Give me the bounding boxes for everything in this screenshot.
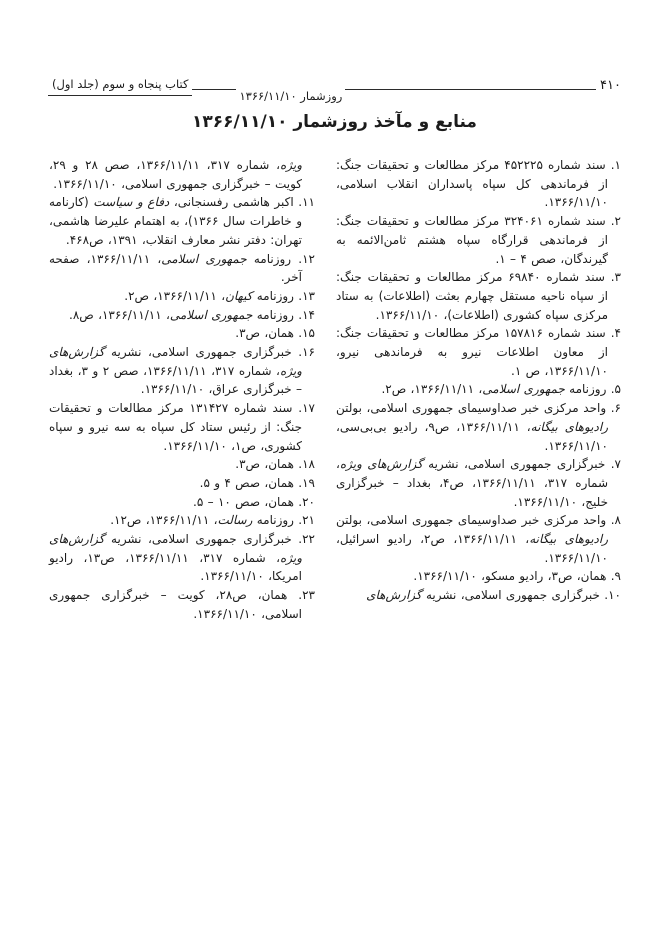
reference-text: همان، ص۳. (235, 326, 294, 341)
publication-name: ویژه (279, 158, 302, 172)
header-rule-right (345, 89, 596, 90)
reference-item (49, 343, 315, 399)
reference-item (336, 156, 621, 212)
reference-number: ۱۵. (293, 326, 315, 341)
reference-text: روزنامه (252, 288, 294, 303)
references-column-left (49, 156, 315, 624)
reference-number: ۲. (605, 214, 621, 229)
book-title: کتاب پنجاه و سوم (جلد اول) (48, 77, 192, 96)
reference-item (49, 474, 315, 493)
publication-name: رادیوهای بیگانه (530, 419, 608, 434)
reference-number: ۲۲. (291, 532, 315, 547)
publication-name: رادیوهای بیگانه (529, 532, 609, 547)
reference-text: همان، ص۲۸، کویت – خبرگزاری جمهوری اسلامی، ۱۳۶۶/۱۱/۱۰. (49, 588, 302, 621)
publication-name: گزارش‌های ویژه (339, 457, 423, 472)
reference-item (336, 586, 621, 605)
reference-text: همان، صص ۱۰ – ۵. (193, 494, 294, 509)
reference-text: سند شماره ۳۲۴۰۶۱ مرکز مطالعات و تحقیقات جنگ: از فرماندهی قرارگاه سپاه هشتم ثامن‌الائمه به گیرندگان، صص ۴ – ۱. (336, 214, 608, 266)
reference-text: ، ۱۳۶۶/۱۱/۱۱، ص۹، رادیو بی‌بی‌سی، ۱۳۶۶/۱۱/۱۰. (336, 419, 608, 453)
reference-item (49, 324, 315, 343)
references-column-right (336, 156, 621, 605)
reference-number: ۱۰. (599, 588, 621, 603)
reference-text: ، ۱۳۶۶/۱۱/۱۱، ص۲. (124, 288, 226, 303)
reference-text: روزنامه (252, 513, 294, 528)
reference-item (49, 306, 315, 325)
reference-item (49, 455, 315, 474)
reference-text: خبرگزاری جمهوری اسلامی، نشریه (421, 588, 600, 603)
reference-text: سند شماره ۱۵۷۸۱۶ مرکز مطالعات و تحقیقات جنگ: از معاون اطلاعات نیرو به فرماندهی نیرو، ۱۳۶۶/۱۱/۱۰، ص ۱. (336, 326, 608, 378)
publication-name: جمهوری اسلامی (169, 307, 253, 322)
page-header (48, 70, 621, 103)
reference-item (336, 268, 621, 324)
reference-text: ، شماره ۳۱۷، ۱۳۶۶/۱۱/۱۱، صص ۲۸ و ۲۹، کویت – خبرگزاری جمهوری اسلامی، ۱۳۶۶/۱۱/۱۰. (49, 158, 302, 191)
reference-number: ۲۳. (287, 588, 315, 603)
page-number: ۴۱۰ (600, 78, 621, 93)
reference-number: ۱۹. (293, 475, 315, 490)
reference-number: ۳. (604, 270, 621, 285)
reference-text: واحد مرکزی خبر صداوسیمای جمهوری اسلامی، بولتن (336, 513, 607, 528)
reference-item-continuation (49, 156, 315, 193)
reference-number: ۸. (606, 513, 621, 528)
reference-item (49, 287, 315, 306)
section-title: منابع و مآخذ روزشمار ۱۳۶۶/۱۱/۱۰ (192, 112, 477, 132)
reference-number: ۱۷. (292, 401, 315, 416)
reference-item (336, 212, 621, 268)
publication-name: گزارش‌های ویژه (49, 532, 303, 565)
reference-text: سند شماره ۴۵۲۲۲۵ مرکز مطالعات و تحقیقات جنگ: از فرماندهی کل سپاه پاسداران انقلاب اسلامی، ۱۳۶۶/۱۱/۱۰. (336, 158, 608, 210)
publication-name: جمهوری اسلامی (482, 382, 565, 397)
reference-text: همان، صص ۴ و ۵. (199, 475, 294, 490)
reference-text: همان، ص۳. (235, 457, 294, 472)
reference-text: ، شماره ۳۱۷، ۱۳۶۶/۱۱/۱۱، ص۱۳، رادیو امریکا، ۱۳۶۶/۱۱/۱۰. (49, 550, 302, 584)
reference-item (336, 324, 621, 380)
reference-number: ۱۱. (293, 195, 315, 210)
reference-number: ۱۸. (293, 457, 315, 472)
publication-name: جمهوری اسلامی (161, 251, 247, 266)
reference-item (49, 193, 315, 249)
publication-name: رسالت (217, 513, 253, 528)
reference-text: اکبر هاشمی رفسنجانی، (169, 195, 294, 210)
reference-text: خبرگزاری جمهوری اسلامی، نشریه (422, 457, 606, 472)
reference-text: (کارنامه و خاطرات سال ۱۳۶۶)، به اهتمام علیرضا هاشمی، تهران: دفتر نشر معارف انقلاب، ۱۳۹۱، ص۴۶۸. (49, 195, 302, 247)
reference-text: ، شماره ۳۱۷، ۱۳۶۶/۱۱/۱۱، صص ۲ و ۳، بغداد – خبرگزاری عراق، ۱۳۶۶/۱۱/۱۰. (49, 363, 302, 397)
running-title: روزشمار ۱۳۶۶/۱۱/۱۰ (239, 89, 343, 103)
reference-text: ، ۱۳۶۶/۱۱/۱۱، صفحه آخر. (49, 251, 302, 285)
reference-number: ۱. (605, 158, 621, 172)
reference-item (336, 567, 621, 586)
reference-item (49, 530, 315, 586)
reference-number: ۶. (606, 401, 621, 416)
reference-text: روزنامه (246, 251, 292, 266)
reference-text: ، ۱۳۶۶/۱۱/۱۱، ص۱۲. (110, 513, 218, 528)
reference-number: ۲۰. (293, 494, 315, 509)
reference-number: ۱۳. (293, 288, 315, 303)
reference-item (49, 511, 315, 530)
reference-text: سند شماره ۶۹۸۴۰ مرکز مطالعات و تحقیقات جنگ: از سپاه ناحیه مستقل چهارم بعثت (اطلاعات) به ستاد مرکزی سپاه کشوری (اطلاعات)، ۱۳۶۶/۱۱/۱۰. (336, 270, 608, 322)
reference-item (336, 380, 621, 399)
publication-name: گزارش‌های ویژه (49, 345, 302, 378)
reference-item (49, 399, 315, 455)
reference-number: ۷. (605, 457, 621, 472)
publication-name: کیهان (225, 288, 253, 303)
reference-text: روزنامه (252, 307, 294, 322)
reference-number: ۱۴. (293, 307, 315, 322)
reference-text: واحد مرکزی خبر صداوسیمای جمهوری اسلامی، بولتن (336, 401, 607, 416)
reference-text: خبرگزاری جمهوری اسلامی، نشریه (104, 345, 292, 360)
reference-text: ، شماره ۳۱۷، ۱۳۶۶/۱۱/۱۱، ص۴، بغداد – خبرگزاری خلیج، ۱۳۶۶/۱۱/۱۰. (336, 457, 609, 509)
header-rule-left (192, 89, 236, 90)
reference-text: سند شماره ۱۳۱۴۲۷ مرکز مطالعات و تحقیقات جنگ: از رئیس ستاد کل سپاه به سه نیرو و سپاه کشوری، ص۱، ۱۳۶۶/۱۱/۱۰. (49, 401, 302, 453)
publication-name: گزارش‌های (366, 588, 422, 603)
reference-text: روزنامه (564, 382, 607, 397)
reference-number: ۴. (605, 326, 621, 341)
reference-number: ۹. (606, 569, 621, 584)
reference-text: ، ۱۳۶۶/۱۱/۱۱، ص۲. (381, 382, 483, 397)
reference-item (336, 511, 621, 567)
reference-number: ۱۶. (291, 345, 315, 360)
publication-name: دفاع و سیاست (93, 195, 170, 210)
reference-item (49, 586, 315, 623)
reference-text: ، ۱۳۶۶/۱۱/۱۱، ص۸. (69, 307, 170, 322)
reference-item (336, 455, 621, 511)
reference-item (336, 399, 621, 455)
reference-text: خبرگزاری جمهوری اسلامی، نشریه (104, 532, 292, 547)
reference-number: ۱۲. (291, 251, 315, 266)
reference-text: همان، ص۳، رادیو مسکو، ۱۳۶۶/۱۱/۱۰. (413, 569, 607, 584)
reference-number: ۵. (606, 382, 621, 397)
reference-item (49, 250, 315, 287)
reference-text: ، ۱۳۶۶/۱۱/۱۱، ص۲، رادیو اسرائیل، ۱۳۶۶/۱۱/۱۰. (336, 532, 608, 565)
reference-item (49, 493, 315, 512)
references-section (48, 156, 621, 624)
reference-number: ۲۱. (293, 513, 315, 528)
